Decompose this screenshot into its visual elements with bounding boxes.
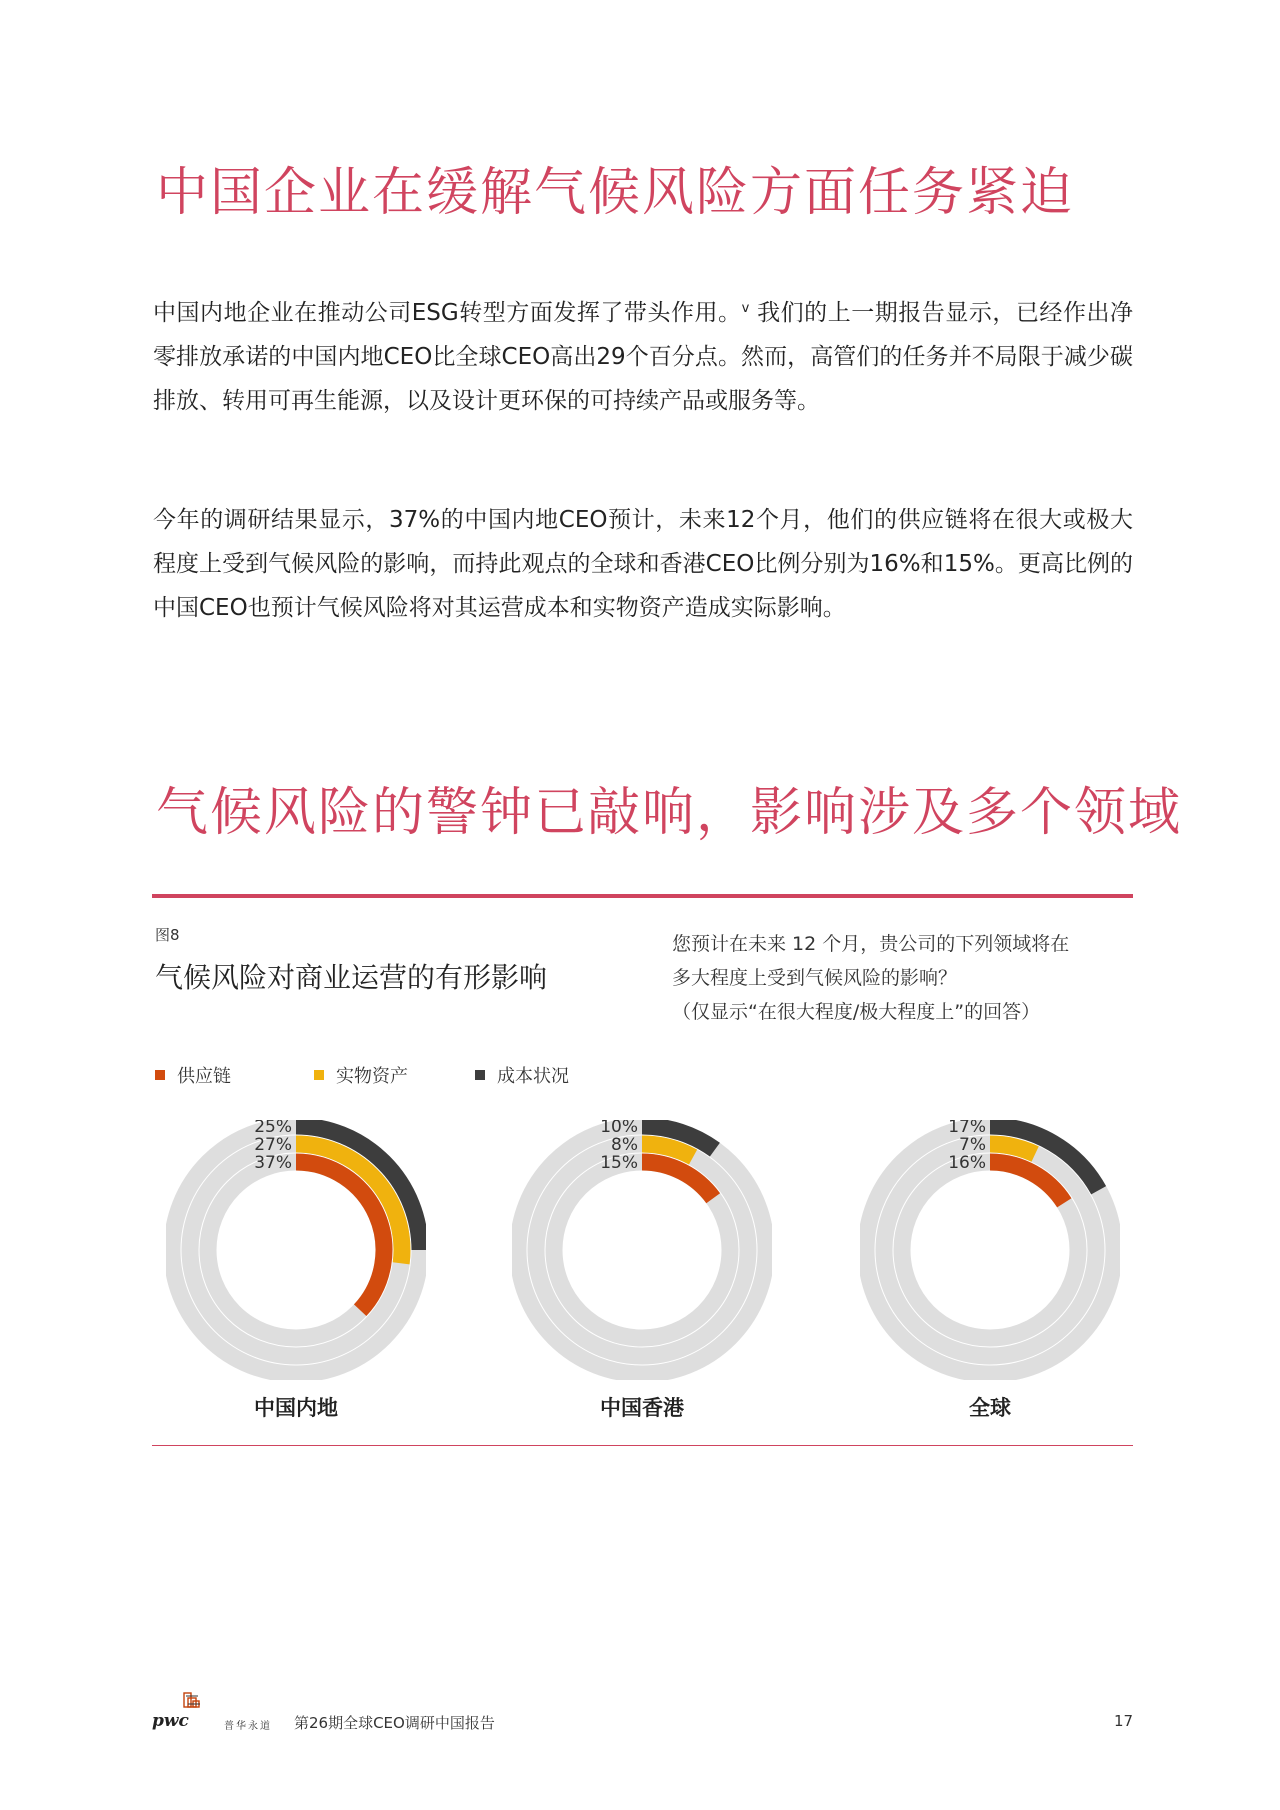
- legend-swatch: [475, 1070, 485, 1080]
- footer-report-title: 第26期全球CEO调研中国报告: [294, 1714, 495, 1732]
- figure-top-divider: [152, 894, 1133, 898]
- section-heading-climate-urgency: 中国企业在缓解气候风险方面任务紧迫: [156, 163, 1075, 223]
- chart-title-global: 全球: [969, 1396, 1011, 1420]
- footer-brand: 普华永道: [224, 1721, 272, 1732]
- legend-label: 成本状况: [497, 1066, 569, 1087]
- survey-question-line: 您预计在未来 12 个月，贵公司的下列领域将在: [672, 933, 1070, 955]
- legend-label: 实物资产: [336, 1066, 408, 1087]
- section-heading-climate-alarm: 气候风险的警钟已敲响，影响涉及多个领域: [156, 783, 1183, 843]
- survey-question-line: 多大程度上受到气候风险的影响？: [672, 967, 958, 989]
- paragraph-esg-leadership: [153, 291, 1133, 423]
- legend-swatch: [155, 1070, 165, 1080]
- paragraph-text-part2: 我们的上一期报告显示，已经作出净零排放承诺的中国内地CEO比全球CEO高出29个百分点。然而，高管们的任务并不局限于减少碳排放、转用可再生能源，以及设计更环保的可持续产品或服务等。: [153, 300, 1133, 414]
- ring-track: [536, 1144, 748, 1356]
- value-label-supply-chain: 37%: [254, 1153, 292, 1173]
- radial-chart-mainland: [166, 1120, 426, 1380]
- legend-label: 供应链: [177, 1066, 231, 1087]
- radial-bar-physical-assets: [990, 1144, 1035, 1154]
- endnote-marker[interactable]: v: [741, 301, 750, 316]
- value-label-supply-chain: 16%: [948, 1153, 986, 1173]
- paragraph-survey-results: 今年的调研结果显示，37%的中国内地CEO预计，未来12个月，他们的供应链将在很大或极大程度上受到气候风险的影响，而持此观点的全球和香港CEO比例分别为16%和15%。更高比例的中国CEO也预计气候风险将对其运营成本和实物资产造成实际影响。: [153, 507, 1133, 621]
- value-label-physical-assets: 27%: [254, 1135, 292, 1155]
- value-label-physical-assets: 8%: [611, 1135, 638, 1155]
- figure-label: 图8: [155, 926, 180, 944]
- survey-question-note: （仅显示“在很大程度/极大程度上”的回答）: [672, 1001, 1041, 1023]
- pwc-logo-text: pwc: [152, 1711, 189, 1730]
- legend-item-supply-chain: [155, 1062, 231, 1088]
- legend-swatch: [314, 1070, 324, 1080]
- survey-question: [672, 927, 1142, 1029]
- value-label-supply-chain: 15%: [600, 1153, 638, 1173]
- chart-title-mainland: 中国内地: [254, 1396, 338, 1420]
- figure-title: 气候风险对商业运营的有形影响: [155, 961, 548, 994]
- page-number: 17: [1114, 1712, 1134, 1730]
- radial-chart-hongkong: [512, 1120, 772, 1380]
- value-label-physical-assets: 7%: [959, 1135, 986, 1155]
- legend-item-physical-assets: [314, 1062, 408, 1088]
- pwc-logo: [152, 1690, 212, 1730]
- legend-item-cost: [475, 1062, 569, 1088]
- ring-track: [884, 1144, 1096, 1356]
- value-label-cost: 25%: [254, 1120, 292, 1137]
- figure-bottom-divider: [152, 1445, 1133, 1446]
- value-label-cost: 17%: [948, 1120, 986, 1137]
- value-label-cost: 10%: [600, 1120, 638, 1137]
- radial-chart-global: [860, 1120, 1120, 1380]
- paragraph-text-part1: 中国内地企业在推动公司ESG转型方面发挥了带头作用。: [153, 300, 742, 326]
- chart-title-hongkong: 中国香港: [600, 1396, 684, 1420]
